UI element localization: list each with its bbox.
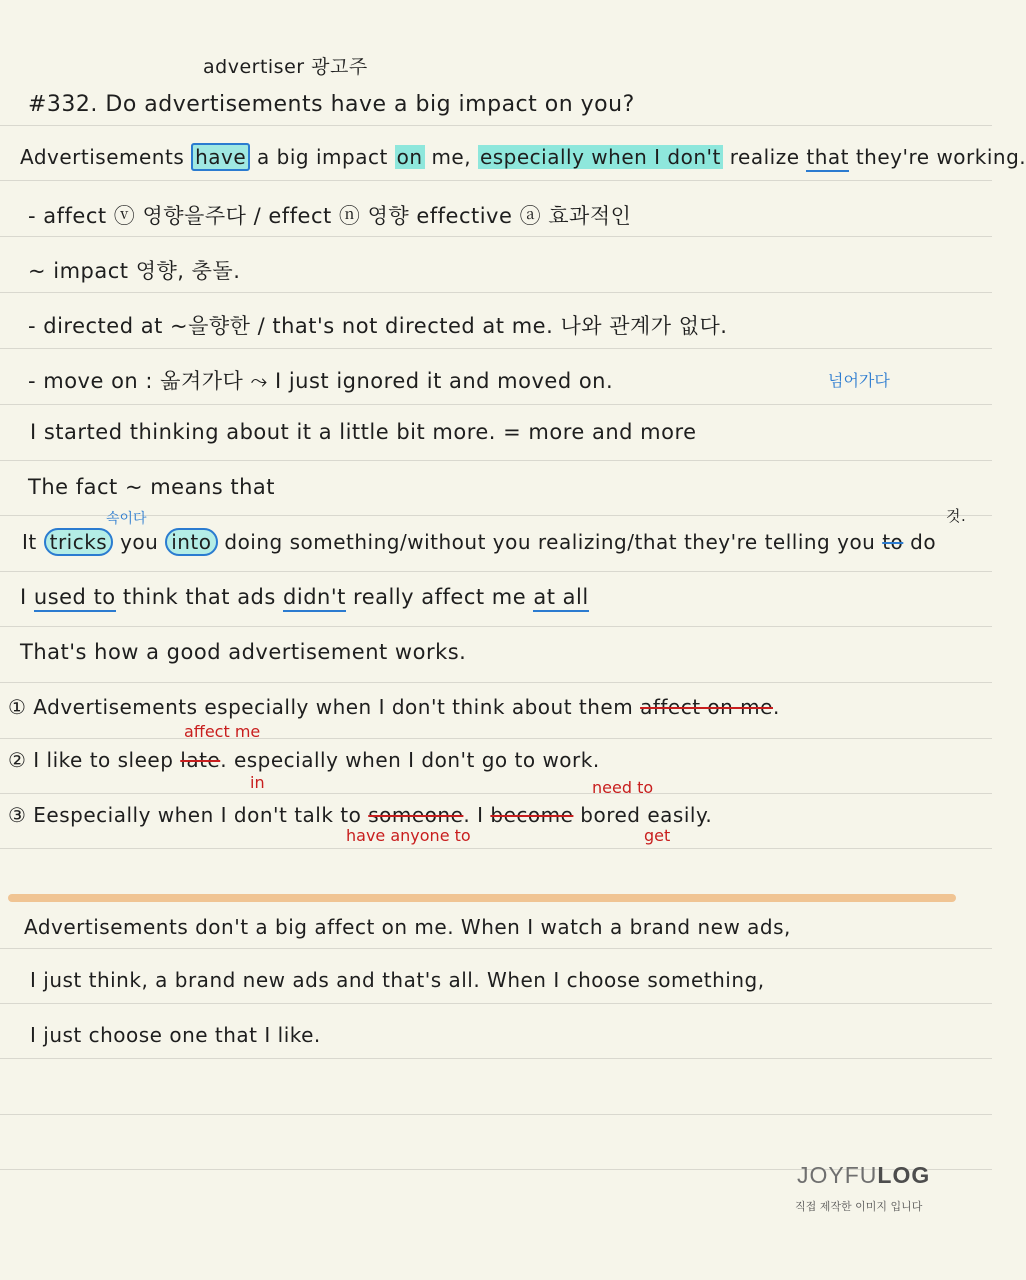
at-all-underline: at all xyxy=(533,585,588,612)
s3-text: ③ Eespecially when I don't talk to xyxy=(8,803,362,827)
vocab-impact: ~ impact 영향, 충돌. xyxy=(28,259,241,283)
s3-struck-become: become xyxy=(490,803,574,827)
vocab-affect: - affect ⓥ 영향을주다 / effect ⓝ 영향 effective ⓐ 효과적인 xyxy=(28,204,632,228)
used-b: think that ads xyxy=(122,585,276,609)
ruled-line xyxy=(0,738,992,739)
logo-part-a: JOYFU xyxy=(797,1162,878,1188)
s1-end: . xyxy=(772,695,780,719)
ruled-line xyxy=(0,348,992,349)
ruled-line xyxy=(0,460,992,461)
title-note: advertiser 광고주 xyxy=(203,56,368,78)
answer-realize: realize xyxy=(729,145,800,169)
s3-struck-someone: someone xyxy=(368,803,464,827)
tricks-a: It xyxy=(22,530,37,554)
into-circled: into xyxy=(165,528,217,556)
sentence-2 xyxy=(8,748,600,772)
expression-tricks xyxy=(22,530,936,554)
expression-fact: The fact ~ means that xyxy=(28,475,276,499)
used-c: really affect me xyxy=(353,585,527,609)
answer-especially-highlight: especially when I don't xyxy=(479,145,721,169)
tricks-c: doing something/without you realizing/that they're telling you xyxy=(224,530,876,554)
ruled-line xyxy=(0,1114,992,1115)
essay-line-1: Advertisements don't a big affect on me. When I watch a brand new ads, xyxy=(24,915,791,939)
didnt-underline: didn't xyxy=(283,585,346,612)
sentence-3 xyxy=(8,803,712,827)
essay-line-2: I just think, a brand new ads and that's all. When I choose something, xyxy=(30,968,765,992)
ruled-line xyxy=(0,793,992,794)
tricks-b: you xyxy=(120,530,159,554)
s2-text-b: . especially when I don't go to work. xyxy=(220,748,600,772)
answer-mid: a big impact xyxy=(257,145,388,169)
ruled-line xyxy=(0,236,992,237)
s2-correction-need: need to xyxy=(592,778,654,797)
answer-on-highlight: on xyxy=(396,145,423,169)
brand-logo xyxy=(797,1162,930,1189)
s1-correction: affect me xyxy=(184,722,261,741)
answer-line xyxy=(20,145,1026,169)
expression-thinking: I started thinking about it a little bit more. = more and more xyxy=(30,420,697,444)
expression-used-to xyxy=(20,585,589,609)
ruled-line xyxy=(0,571,992,572)
answer-end: they're working. xyxy=(855,145,1026,169)
ruled-line xyxy=(0,180,992,181)
vocab-move-on: - move on : 옮겨가다 ⤳ I just ignored it and moved on. xyxy=(28,369,614,393)
s3-text-b: . I xyxy=(463,803,484,827)
s1-struck: affect on me xyxy=(640,695,773,719)
s3-correction-get: get xyxy=(644,826,671,845)
expression-note-geot: 것. xyxy=(946,507,967,525)
tricks-note: 속이다 xyxy=(106,511,147,527)
s3-correction-have: have anyone to xyxy=(346,826,471,845)
tricks-do: do xyxy=(910,530,937,554)
s2-correction-in: in xyxy=(250,773,265,792)
s1-text: ① Advertisements especially when I don't think about them xyxy=(8,695,634,719)
vocab-move-on-note: 넘어가다 xyxy=(828,371,890,390)
ruled-line xyxy=(0,292,992,293)
question-line: #332. Do advertisements have a big impact on you? xyxy=(28,92,635,117)
used-to-underline: used to xyxy=(34,585,116,612)
brand-tagline: 직접 제작한 이미지 입니다 xyxy=(795,1200,923,1213)
vocab-directed: - directed at ~을향한 / that's not directed at me. 나와 관계가 없다. xyxy=(28,314,728,338)
s2-text: ② I like to sleep xyxy=(8,748,174,772)
ruled-line xyxy=(0,848,992,849)
logo-part-b: LOG xyxy=(877,1162,931,1188)
ruled-line xyxy=(0,1058,992,1059)
answer-me: me, xyxy=(431,145,472,169)
expression-good-ad: That's how a good advertisement works. xyxy=(20,640,467,664)
s3-text-c: bored easily. xyxy=(580,803,713,827)
answer-pre: Advertisements xyxy=(20,145,185,169)
ruled-line xyxy=(0,948,992,949)
sentence-1 xyxy=(8,695,780,719)
s2-struck: late xyxy=(180,748,221,772)
ruled-line xyxy=(0,404,992,405)
to-struck: to xyxy=(882,530,904,554)
used-a: I xyxy=(20,585,27,609)
ruled-line xyxy=(0,626,992,627)
ruled-line xyxy=(0,125,992,126)
ruled-line xyxy=(0,682,992,683)
answer-that-underline: that xyxy=(806,145,849,172)
essay-line-3: I just choose one that I like. xyxy=(30,1023,321,1047)
ruled-line xyxy=(0,1003,992,1004)
section-divider xyxy=(8,894,956,902)
answer-have-highlight: have xyxy=(191,143,250,171)
tricks-circled: tricks xyxy=(44,528,114,556)
ruled-line xyxy=(0,515,992,516)
